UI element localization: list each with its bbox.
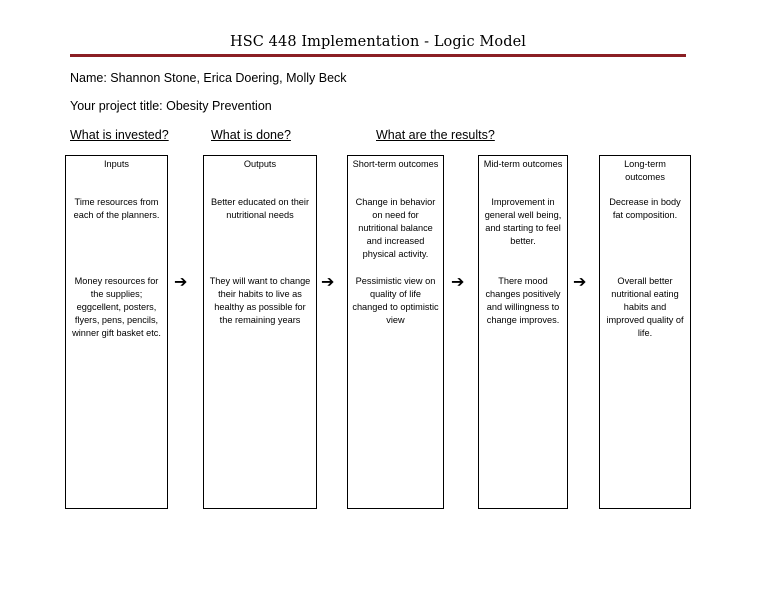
long-term-header: Long-term outcomes — [624, 159, 666, 182]
outputs-box — [203, 155, 317, 509]
arrow-icon: ➔ — [321, 272, 335, 291]
heading-results: What are the results? — [376, 128, 495, 142]
inputs-text-2: Money resources for the supplies; eggcellent, posters, flyers, pens, pencils, winner gift basket etc. — [72, 276, 161, 338]
long-term-box — [599, 155, 691, 509]
short-term-text-1: Change in behavior on need for nutritional balance and increased physical activity. — [355, 197, 436, 259]
short-term-text-2: Pessimistic view on quality of life changed to optimistic view — [352, 276, 439, 325]
outputs-text-2: They will want to change their habits to live as healthy as possible for the remaining years — [209, 276, 311, 325]
project-title-line: Your project title: Obesity Prevention — [70, 99, 272, 113]
short-term-box — [347, 155, 444, 509]
name-line: Name: Shannon Stone, Erica Doering, Molly Beck — [70, 71, 347, 85]
outputs-text-1: Better educated on their nutritional needs — [210, 197, 310, 220]
heading-invested: What is invested? — [70, 128, 169, 142]
mid-term-box — [478, 155, 568, 509]
inputs-box — [65, 155, 168, 509]
mid-term-header: Mid-term outcomes — [483, 159, 563, 169]
arrow-icon: ➔ — [451, 272, 465, 291]
arrow-icon: ➔ — [573, 272, 587, 291]
inputs-header: Inputs — [103, 159, 130, 169]
mid-term-text-1: Improvement in general well being, and starting to feel better. — [484, 197, 562, 246]
inputs-text-1: Time resources from each of the planners. — [73, 197, 160, 220]
heading-done: What is done? — [211, 128, 291, 142]
arrow-icon: ➔ — [174, 272, 188, 291]
short-term-header: Short-term outcomes — [352, 159, 439, 169]
mid-term-text-2: There mood changes positively and willingness to change improves. — [485, 276, 561, 325]
outputs-header: Outputs — [243, 159, 277, 169]
long-term-text-2: Overall better nutritional eating habits and improved quality of life. — [606, 276, 684, 338]
page-title: HSC 448 Implementation - Logic Model — [229, 34, 527, 50]
title-divider — [70, 54, 686, 57]
long-term-text-1: Decrease in body fat composition. — [609, 197, 681, 220]
